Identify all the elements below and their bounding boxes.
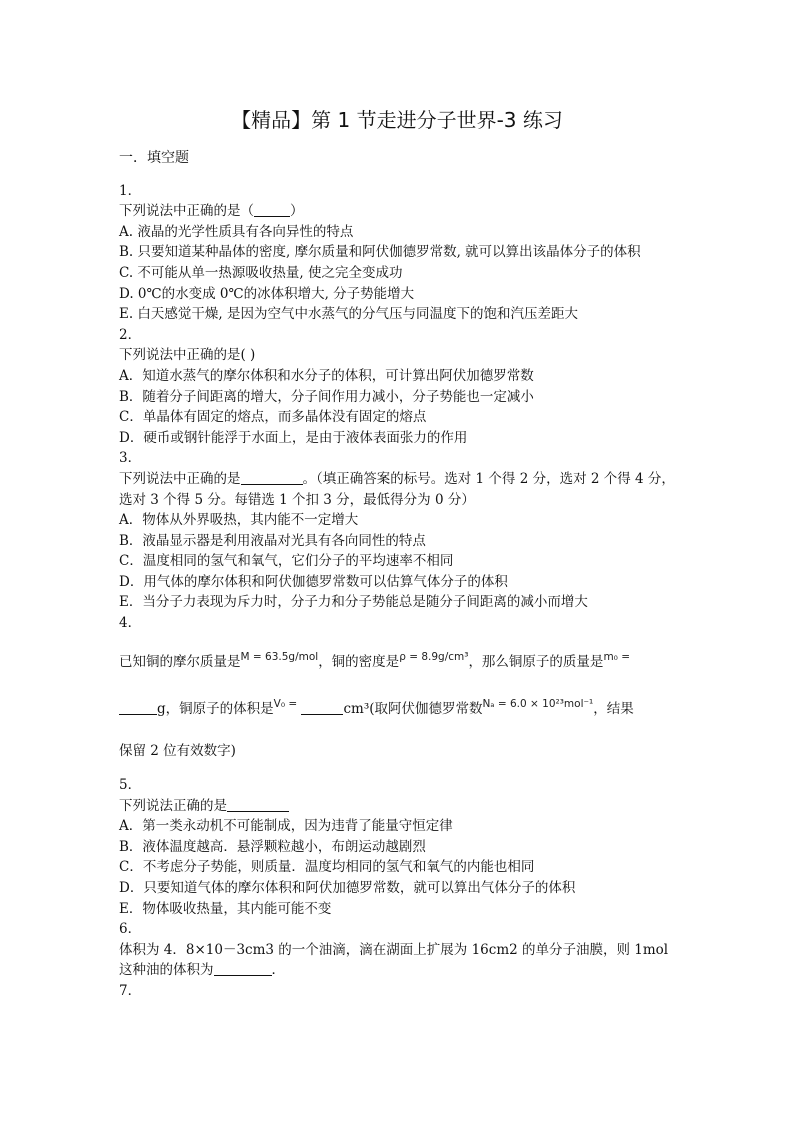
option-b: B．随着分子间距离的增大，分子间作用力减小，分子势能也一定减小 — [119, 388, 534, 405]
math-formula: Nₐ = 6.0 × 10²³mol⁻¹ — [482, 698, 594, 711]
question-2 — [119, 325, 684, 449]
question-number: 7． — [119, 983, 142, 999]
stem-text: ，铜的密度是 — [318, 654, 400, 671]
answer-blank — [241, 470, 303, 485]
question-stem — [119, 796, 684, 817]
page-title: 【精品】第 1 节走进分子世界-3 练习 — [231, 108, 563, 132]
option-c: C．单晶体有固定的熔点，而多晶体没有固定的熔点 — [119, 409, 427, 426]
option-d: D．用气体的摩尔体积和阿伏伽德罗常数可以估算气体分子的体积 — [119, 573, 508, 590]
math-formula: ρ = 8.9g/cm³ — [399, 651, 469, 664]
option-d: D．只要知道气体的摩尔体积和阿伏加德罗常数，就可以算出气体分子的体积 — [119, 880, 576, 897]
option-a: A. 液晶的光学性质具有各向异性的特点 — [119, 223, 354, 240]
option-e: E．物体吸收热量，其内能可能不变 — [119, 900, 332, 917]
question-stem — [119, 201, 684, 222]
option-e: E．当分子力表现为斥力时，分子力和分子势能总是随分子间距离的减小而增大 — [119, 594, 588, 611]
question-number: 2． — [119, 326, 142, 343]
answer-blank — [254, 202, 290, 217]
question-number: 1． — [119, 182, 142, 199]
option-b: B．液晶显示器是利用液晶对光具有各向同性的特点 — [119, 532, 426, 549]
stem-text: ． — [271, 962, 285, 979]
document-body — [119, 148, 684, 1002]
option-e: E. 白天感觉干燥, 是因为空气中水蒸气的分气压与同温度下的饱和汽压差距大 — [119, 306, 579, 323]
option-a: A．物体从外界吸热，其内能不一定增大 — [119, 512, 359, 529]
stem-text: 。（填正确答案的标号。选对 1 个得 2 分，选对 2 个得 4 分，选对 3 个得 5 分。每错选 1 个扣 3 分，最低得分为 0 分） — [119, 470, 675, 508]
option-b: B. 只要知道某种晶体的密度, 摩尔质量和阿伏伽德罗常数, 就可以算出该晶体分子的体积 — [119, 244, 641, 261]
stem-text: ） — [290, 203, 304, 220]
question-stem — [119, 647, 684, 672]
question-stem — [119, 940, 684, 981]
question-1 — [119, 181, 684, 325]
option-c: C. 不可能从单一热源吸收热量, 使之完全变成功 — [119, 264, 403, 281]
question-5 — [119, 775, 684, 919]
question-stem-continued — [119, 694, 684, 719]
question-number: 3． — [119, 450, 142, 467]
section-heading: 一．填空题 — [119, 150, 189, 166]
option-a: A．知道水蒸气的摩尔体积和水分子的体积，可计算出阿伏加德罗常数 — [119, 367, 534, 384]
question-number: 6． — [119, 921, 142, 938]
question-number: 5． — [119, 777, 142, 794]
question-stem — [119, 469, 684, 510]
option-b: B．液体温度越高．悬浮颗粒越小，布朗运动越剧烈 — [119, 838, 426, 855]
option-d: D. 0℃的水变成 0℃的冰体积增大, 分子势能增大 — [119, 285, 415, 302]
question-number: 4． — [119, 615, 142, 632]
answer-blank — [119, 700, 157, 715]
question-stem: 下列说法中正确的是( ) — [119, 347, 256, 364]
math-formula: M = 63.5g/mol — [240, 651, 319, 664]
question-stem-end: 保留 2 位有效数字) — [119, 743, 236, 760]
question-3 — [119, 448, 684, 613]
stem-text: g，铜原子的体积是 — [157, 701, 274, 718]
math-formula: m₀ = — [603, 651, 631, 664]
math-formula: V₀ = — [273, 698, 298, 711]
option-d: D．硬币或钢针能浮于水面上，是由于液体表面张力的作用 — [119, 429, 468, 446]
question-7 — [119, 981, 684, 1002]
stem-text: 下列说法中正确的是（ — [119, 203, 254, 220]
stem-text: ，结果 — [593, 701, 634, 718]
option-a: A．第一类永动机不可能制成，因为违背了能量守恒定律 — [119, 818, 453, 835]
stem-text: 下列说法正确的是 — [119, 797, 227, 814]
answer-blank — [214, 961, 272, 976]
stem-text: 已知铜的摩尔质量是 — [119, 654, 241, 671]
stem-text: 下列说法中正确的是 — [119, 470, 241, 487]
option-c: C．不考虑分子势能，则质量．温度均相同的氢气和氧气的内能也相同 — [119, 859, 535, 876]
question-4 — [119, 613, 684, 761]
stem-text: ，那么铜原子的质量是 — [468, 654, 604, 671]
option-c: C．温度相同的氢气和氧气，它们分子的平均速率不相同 — [119, 553, 454, 570]
stem-text: cm³(取阿伏伽德罗常数 — [343, 701, 483, 718]
stem-text: 体积为 4．8×10－3cm3 的一个油滴，滴在湖面上扩展为 16cm2 的单分子油膜，则 1mol 这种油的体积为 — [119, 941, 669, 979]
question-6 — [119, 919, 684, 981]
answer-blank — [301, 700, 343, 715]
answer-blank — [227, 797, 289, 812]
